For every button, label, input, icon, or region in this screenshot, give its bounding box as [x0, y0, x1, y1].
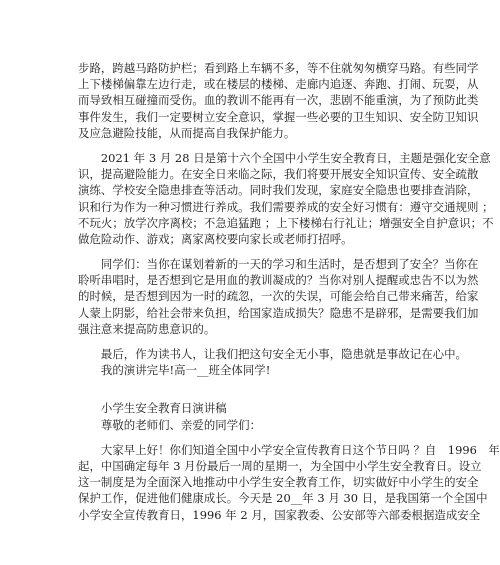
paragraph-gap [78, 141, 430, 150]
speech-salutation: 尊敬的老师们、亲爱的同学们： [78, 417, 262, 432]
text-line: 步路，跨越马路防护栏；看到路上车辆不多，等不住就匆匆横穿马路。有些同学 [78, 61, 479, 75]
paragraph-closing [78, 346, 467, 378]
text-line: 而导致相互碰撞而受伤。血的教训不能再有一次，悲剧不能重演，为了预防此类 [78, 93, 479, 108]
text-line: 不玩火；放学次序离校；不急追猛跑 ；上下楼梯右行礼让；增强安全自护意识；不 [78, 215, 494, 230]
text-line: 同学们：当你在谋划着新的一天的学习和生活时，是否想到了安全？当你在 [78, 257, 479, 272]
section-gap [78, 378, 430, 400]
text-line: 的时候，是否想到因为一时的疏忽，一次的失误，可能会给自己带来痛苦，给家 [78, 289, 479, 304]
text-line: 及应急避险技能，从而提高自我保护能力。 [78, 125, 296, 140]
speech-heading-block [78, 400, 430, 432]
text-line: 演练、学校安全隐患排查等活动。同时我们发现，家庭安全隐患也要排查消除， [78, 183, 479, 198]
speech-title: 小学生安全教育日演讲稿 [78, 401, 227, 416]
text-line: 做危险动作、游戏；离家离校要向家长或老师打招呼。 [78, 231, 353, 246]
text-line: 强注意来提高防患意识的。 [78, 321, 216, 336]
paragraph-gap [78, 433, 430, 442]
text-line: 这一制度是为全面深入地推动中小学生安全教育工作，切实做好中小学生的安全 [78, 475, 479, 490]
text-line: 人蒙上阴影，给社会带来负担，给国家造成损失？隐患不是辟邪，是需要我们加 [78, 305, 479, 320]
text-line: 保护工作，促进他们健康成长。今天是 20__年 3 月 30 日，是我国第一个全国中 [78, 491, 488, 506]
text-line: 小学安全宣传教育日，1996 年 2 月，国家教委、公安部等六部委根据造成安全 [78, 507, 481, 522]
text-line: 2021 年 3 月 28 日是第十六个全国中小学生安全教育日，主题是强化安全意 [78, 150, 491, 165]
document-body [78, 60, 500, 523]
text-line: 我的演讲完毕!高一__班全体同学! [78, 363, 271, 378]
paragraph-gap [78, 247, 430, 256]
paragraph-speech-intro [78, 442, 500, 523]
text-line: 大家早上好！你们知道全国中小学安全宣传教育日这个节日吗 ？自 1996 年 [78, 442, 500, 457]
text-line: 上下楼梯偏靠左边行走，或在楼层的楼梯、走廊内追逐、奔跑、打闹、玩耍，从 [78, 77, 479, 92]
paragraph-gap [78, 337, 430, 346]
text-line: 事件发生，我们一定要树立安全意识，掌握一些必要的卫生知识、安全防卫知识 [78, 109, 479, 124]
text-line: 最后，作为读书人，让我们把这句安全无小事，隐患就是事故记在心中。 [78, 347, 467, 361]
text-line: 起，中国确定每年 3 月份最后一周的星期一，为全国中小学生安全教育日。设立 [78, 458, 482, 473]
text-line: 聆听串唱时，是否想到它是用血的教训凝成的？当你对别人提醒或忠告不以为然 [78, 273, 479, 288]
paragraph-classmates [78, 256, 479, 337]
paragraph-safety-day [78, 150, 494, 247]
text-line: 识，提高避险能力。在安全日来临之际，我们将要开展安全知识宣传、安全疏散 [78, 167, 479, 182]
text-line: 识和行为作为一种习惯进行养成。我们需要养成的安全好习惯有：遵守交通规则 ； [78, 199, 494, 214]
paragraph-traffic-safety [78, 60, 479, 141]
